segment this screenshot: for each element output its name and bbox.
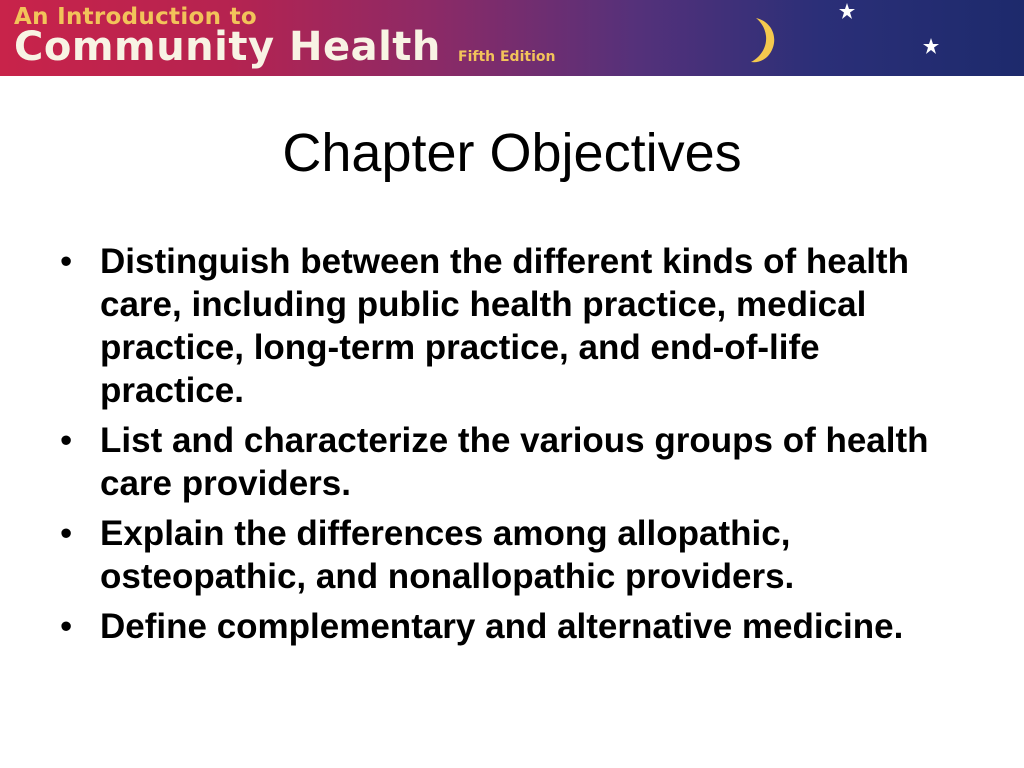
list-item: [58, 419, 958, 505]
objectives-list: [58, 240, 958, 655]
objective-text: Explain the differences among allopathic, osteopathic, and nonallopathic providers.: [100, 514, 795, 596]
slide-title: Chapter Objectives: [282, 123, 742, 183]
star-icon: [839, 3, 855, 19]
objective-text: Define complementary and alternative medicine.: [100, 607, 904, 646]
list-item: [58, 512, 958, 598]
crescent-moon-icon: [748, 16, 782, 64]
list-item: [58, 605, 958, 648]
banner-title: Community Health: [14, 24, 441, 70]
list-item: [58, 240, 958, 412]
star-icon: [923, 38, 939, 54]
banner-subtitle: An Introduction to: [14, 4, 257, 30]
objective-text: List and characterize the various groups of health care providers.: [100, 421, 929, 503]
bullet-icon: •: [60, 607, 73, 646]
bullet-icon: •: [60, 514, 73, 553]
book-title-banner: [0, 0, 1024, 76]
banner-edition: Fifth Edition: [458, 49, 556, 65]
objective-text: Distinguish between the different kinds of health care, including public health practice, medical practice, long-term practice, and end-of-life practice.: [100, 242, 909, 410]
bullet-icon: •: [60, 242, 73, 281]
bullet-icon: •: [60, 421, 73, 460]
